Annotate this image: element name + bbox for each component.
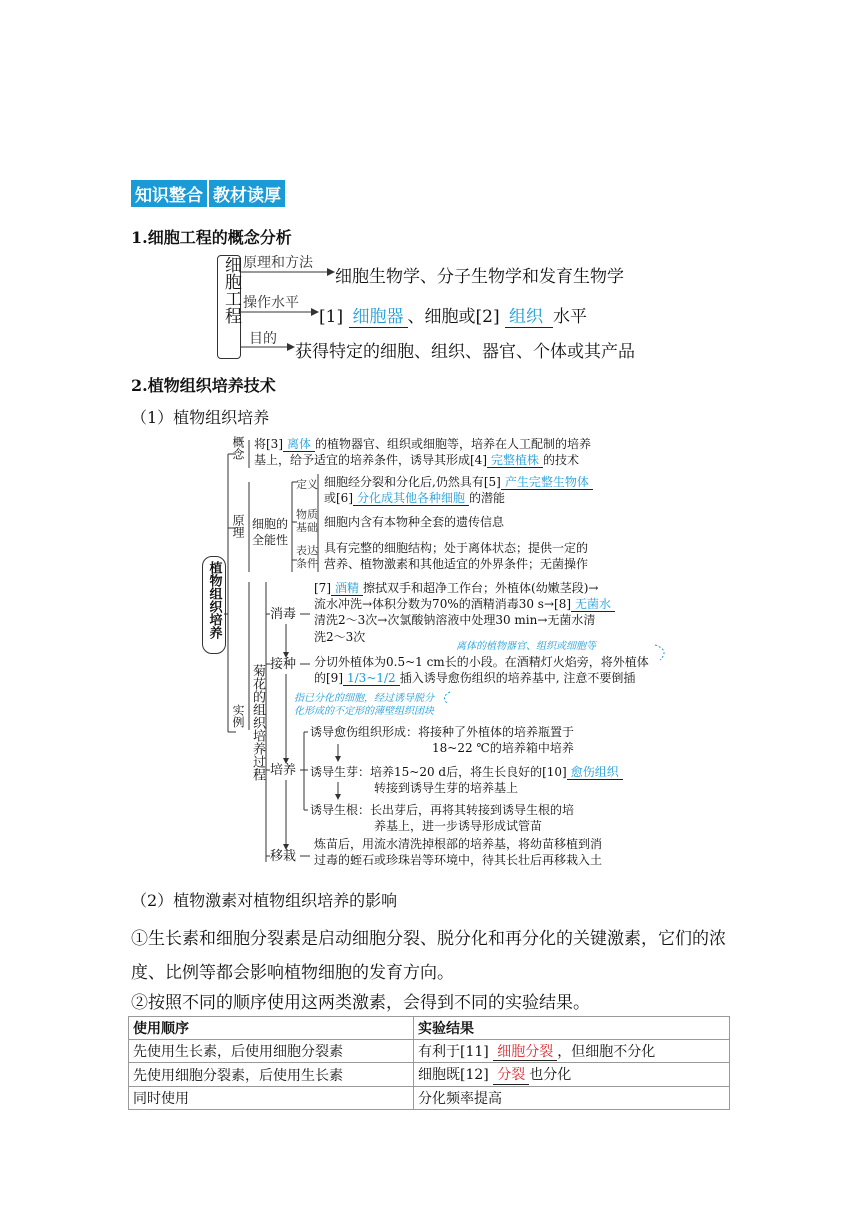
table-header-result: 实验结果 bbox=[414, 1017, 730, 1040]
disinfect-line-2 bbox=[314, 596, 674, 612]
answer-7: 酒精 bbox=[331, 582, 363, 596]
note-callus-line-1: 指已分化的细胞，经过诱导脱分 bbox=[294, 693, 434, 704]
result-suffix: ，但细胞不分化 bbox=[557, 1044, 656, 1060]
root-induction-line-1: 诱导生根：长出芽后，再将其转接到诱导生根的培 bbox=[310, 803, 575, 817]
disinfect-line-4: 洗2～3次 bbox=[314, 629, 366, 644]
answer-2: 组织 bbox=[505, 308, 553, 328]
table-row bbox=[129, 1040, 730, 1063]
concept-p3: 基上，给予适宜的培养条件，诱导其形成[4] bbox=[254, 453, 487, 468]
section-badges bbox=[131, 180, 285, 207]
hormone-order-table bbox=[128, 1016, 730, 1110]
paragraph-1-line-1: ①生长素和细胞分裂素是启动细胞分裂、脱分化和再分化的关键激素，它们的浓 bbox=[131, 929, 726, 949]
answer-6: 分化成其他各种细胞 bbox=[353, 492, 469, 506]
conditions-line-1: 具有完整的细胞结构；处于离体状态；提供一定的 bbox=[324, 541, 589, 555]
step-disinfect: 消毒 bbox=[270, 607, 297, 622]
table-header-row bbox=[129, 1017, 730, 1040]
concept-label: 概念 bbox=[231, 436, 245, 460]
purpose-text: 获得特定的细胞、组织、器官、个体或其产品 bbox=[295, 342, 635, 362]
section2-title: 2.植物组织培养技术 bbox=[131, 376, 276, 395]
culture-root-text bbox=[310, 802, 670, 834]
definition-line-2 bbox=[324, 490, 674, 506]
disinfect-line-1 bbox=[314, 580, 674, 596]
subsection-2-title: （2）植物激素对植物组织培养的影响 bbox=[131, 891, 398, 910]
operation-level-text bbox=[319, 302, 587, 328]
callus-line-1: 诱导愈伤组织形成：将接种了外植体的培养瓶置于 bbox=[310, 725, 575, 739]
answer-8: 无菌水 bbox=[571, 598, 615, 612]
badge-knowledge: 知识整合 bbox=[131, 180, 207, 207]
blank-1-number: [1] bbox=[319, 307, 344, 327]
transplant-line-1: 炼苗后，用流水清洗掉根部的培养基，将幼苗移植到消 bbox=[314, 837, 603, 851]
answer-5: 产生完整生物体 bbox=[501, 476, 593, 490]
table-cell-result bbox=[414, 1063, 730, 1086]
definition-label: 定义 bbox=[296, 478, 318, 491]
result-suffix: 也分化 bbox=[529, 1067, 572, 1084]
definition-p3: 的潜能 bbox=[469, 491, 506, 506]
answer-3: 离体 bbox=[283, 438, 315, 452]
principle-label: 原理 bbox=[231, 514, 245, 538]
table-cell-order: 先使用生长素，后使用细胞分裂素 bbox=[129, 1040, 414, 1063]
operation-level-label: 操作水平 bbox=[243, 295, 299, 311]
table-cell-result bbox=[414, 1040, 730, 1063]
table-row bbox=[129, 1086, 730, 1109]
definition-p1: 细胞经分裂和分化后,仍然具有[5] bbox=[324, 475, 501, 489]
answer-4: 完整植株 bbox=[487, 454, 543, 468]
answer-1: 细胞器 bbox=[349, 308, 408, 328]
bud-line-2: 转接到诱导生芽的培养基上 bbox=[374, 781, 519, 796]
handwritten-note-callus bbox=[294, 692, 434, 718]
answer-10: 愈伤组织 bbox=[567, 766, 623, 780]
material-basis-label: 物质基础 bbox=[296, 508, 318, 534]
definition-text bbox=[324, 474, 674, 506]
inoculate-l2b: 插入诱导愈伤组织的培养基中, 注意不要倒插 bbox=[399, 671, 636, 686]
material-basis-text: 细胞内含有本物种全套的遗传信息 bbox=[324, 515, 505, 529]
plant-tissue-culture-diagram bbox=[200, 432, 680, 872]
answer-9: 1/3~1/2 bbox=[343, 672, 400, 686]
principle-method-text: 细胞生物学、分子生物学和发育生物学 bbox=[335, 267, 624, 287]
answer-11: 细胞分裂 bbox=[493, 1045, 557, 1061]
transplant-text bbox=[314, 836, 674, 868]
expression-conditions-label: 表达条件 bbox=[296, 544, 318, 570]
step-inoculate: 接种 bbox=[270, 657, 297, 672]
step-culture: 培养 bbox=[270, 763, 297, 778]
inoculate-line-1: 分切外植体为0.5~1 cm长的小段。在酒精灯火焰旁，将外植体 bbox=[314, 655, 649, 669]
root-label: 细胞工程 bbox=[221, 256, 241, 324]
inoculate-line-2 bbox=[314, 670, 674, 686]
step-transplant: 移栽 bbox=[270, 849, 297, 864]
culture-callus-text bbox=[310, 724, 670, 756]
concept-line-1 bbox=[254, 436, 674, 452]
concept-p1: 将[3] bbox=[254, 437, 283, 451]
disinfect-l2a: 流水冲洗→体积分数为70%的酒精消毒30 s→[8] bbox=[314, 597, 572, 612]
bud-line-1 bbox=[310, 764, 670, 780]
definition-line-1 bbox=[324, 474, 674, 490]
paragraph-1 bbox=[131, 922, 741, 990]
paragraph-2: ②按照不同的顺序使用这两类激素，会得到不同的实验结果。 bbox=[131, 993, 590, 1013]
blank-7-number: [7] bbox=[314, 581, 331, 595]
concept-p2: 的植物器官、组织或细胞等，培养在人工配制的培养 bbox=[315, 437, 592, 451]
plant-tissue-culture-root bbox=[202, 556, 226, 654]
table-cell-order: 先使用细胞分裂素，后使用生长素 bbox=[129, 1063, 414, 1086]
table-cell-result: 分化频率提高 bbox=[414, 1086, 730, 1109]
section1-title: 1.细胞工程的概念分析 bbox=[131, 228, 292, 247]
table-cell-order: 同时使用 bbox=[129, 1086, 414, 1109]
result-prefix: 细胞既[12] bbox=[418, 1067, 489, 1084]
culture-bud-text bbox=[310, 764, 670, 796]
paragraph-1-line-2: 度、比例等都会影响植物细胞的发育方向。 bbox=[131, 963, 454, 983]
concept-line-2 bbox=[254, 452, 674, 468]
chrysanthemum-label: 菊花的组织培养过程 bbox=[250, 664, 265, 781]
operation-level-tail: 水平 bbox=[553, 307, 587, 327]
transplant-line-2: 过毒的蛭石或珍珠岩等环境中，待其长壮后再移栽入土 bbox=[314, 853, 603, 868]
root-induction-line-2: 养基上，进一步诱导形成试管苗 bbox=[374, 819, 543, 834]
concept-text bbox=[254, 436, 674, 468]
inoculate-text bbox=[314, 654, 674, 686]
subsection-1-title: （1）植物组织培养 bbox=[131, 408, 270, 427]
cell-engineering-diagram bbox=[215, 252, 675, 362]
result-prefix: 有利于[11] bbox=[418, 1044, 489, 1060]
table-header-order: 使用顺序 bbox=[129, 1017, 414, 1040]
definition-p2: 或[6] bbox=[324, 491, 353, 506]
principle-method-label: 原理和方法 bbox=[243, 255, 313, 271]
conditions-line-2: 营养、植物激素和其他适宜的外界条件；无菌操作 bbox=[324, 557, 589, 572]
disinfect-line-3: 清洗2～3次→次氯酸钠溶液中处理30 min→无菌水清 bbox=[314, 613, 596, 628]
root-text: 植物组织培养 bbox=[206, 561, 222, 639]
example-label: 实例 bbox=[231, 704, 245, 728]
totipotency-label: 细胞的全能性 bbox=[252, 517, 289, 547]
callus-line-2: 18~22 ℃的培养箱中培养 bbox=[432, 741, 574, 756]
disinfect-p1: 擦拭双手和超净工作台；外植体(幼嫩茎段)→ bbox=[363, 581, 599, 595]
answer-12: 分裂 bbox=[493, 1068, 529, 1084]
handwritten-note-explant: 离体的植物器官、组织或细胞等 bbox=[456, 641, 596, 652]
badge-textbook: 教材读厚 bbox=[207, 180, 285, 207]
concept-p4: 的技术 bbox=[543, 453, 580, 468]
expression-conditions-text bbox=[324, 540, 674, 572]
bud-l1a: 诱导生芽：培养15~20 d后，将生长良好的[10] bbox=[310, 765, 567, 779]
disinfect-text bbox=[314, 580, 674, 645]
operation-level-mid: 、细胞或[2] bbox=[407, 307, 500, 327]
table-row bbox=[129, 1063, 730, 1086]
note-callus-line-2: 化形成的不定形的薄壁组织团块 bbox=[294, 706, 434, 717]
purpose-label: 目的 bbox=[249, 331, 277, 347]
inoculate-l2a: 的[9] bbox=[314, 671, 343, 686]
